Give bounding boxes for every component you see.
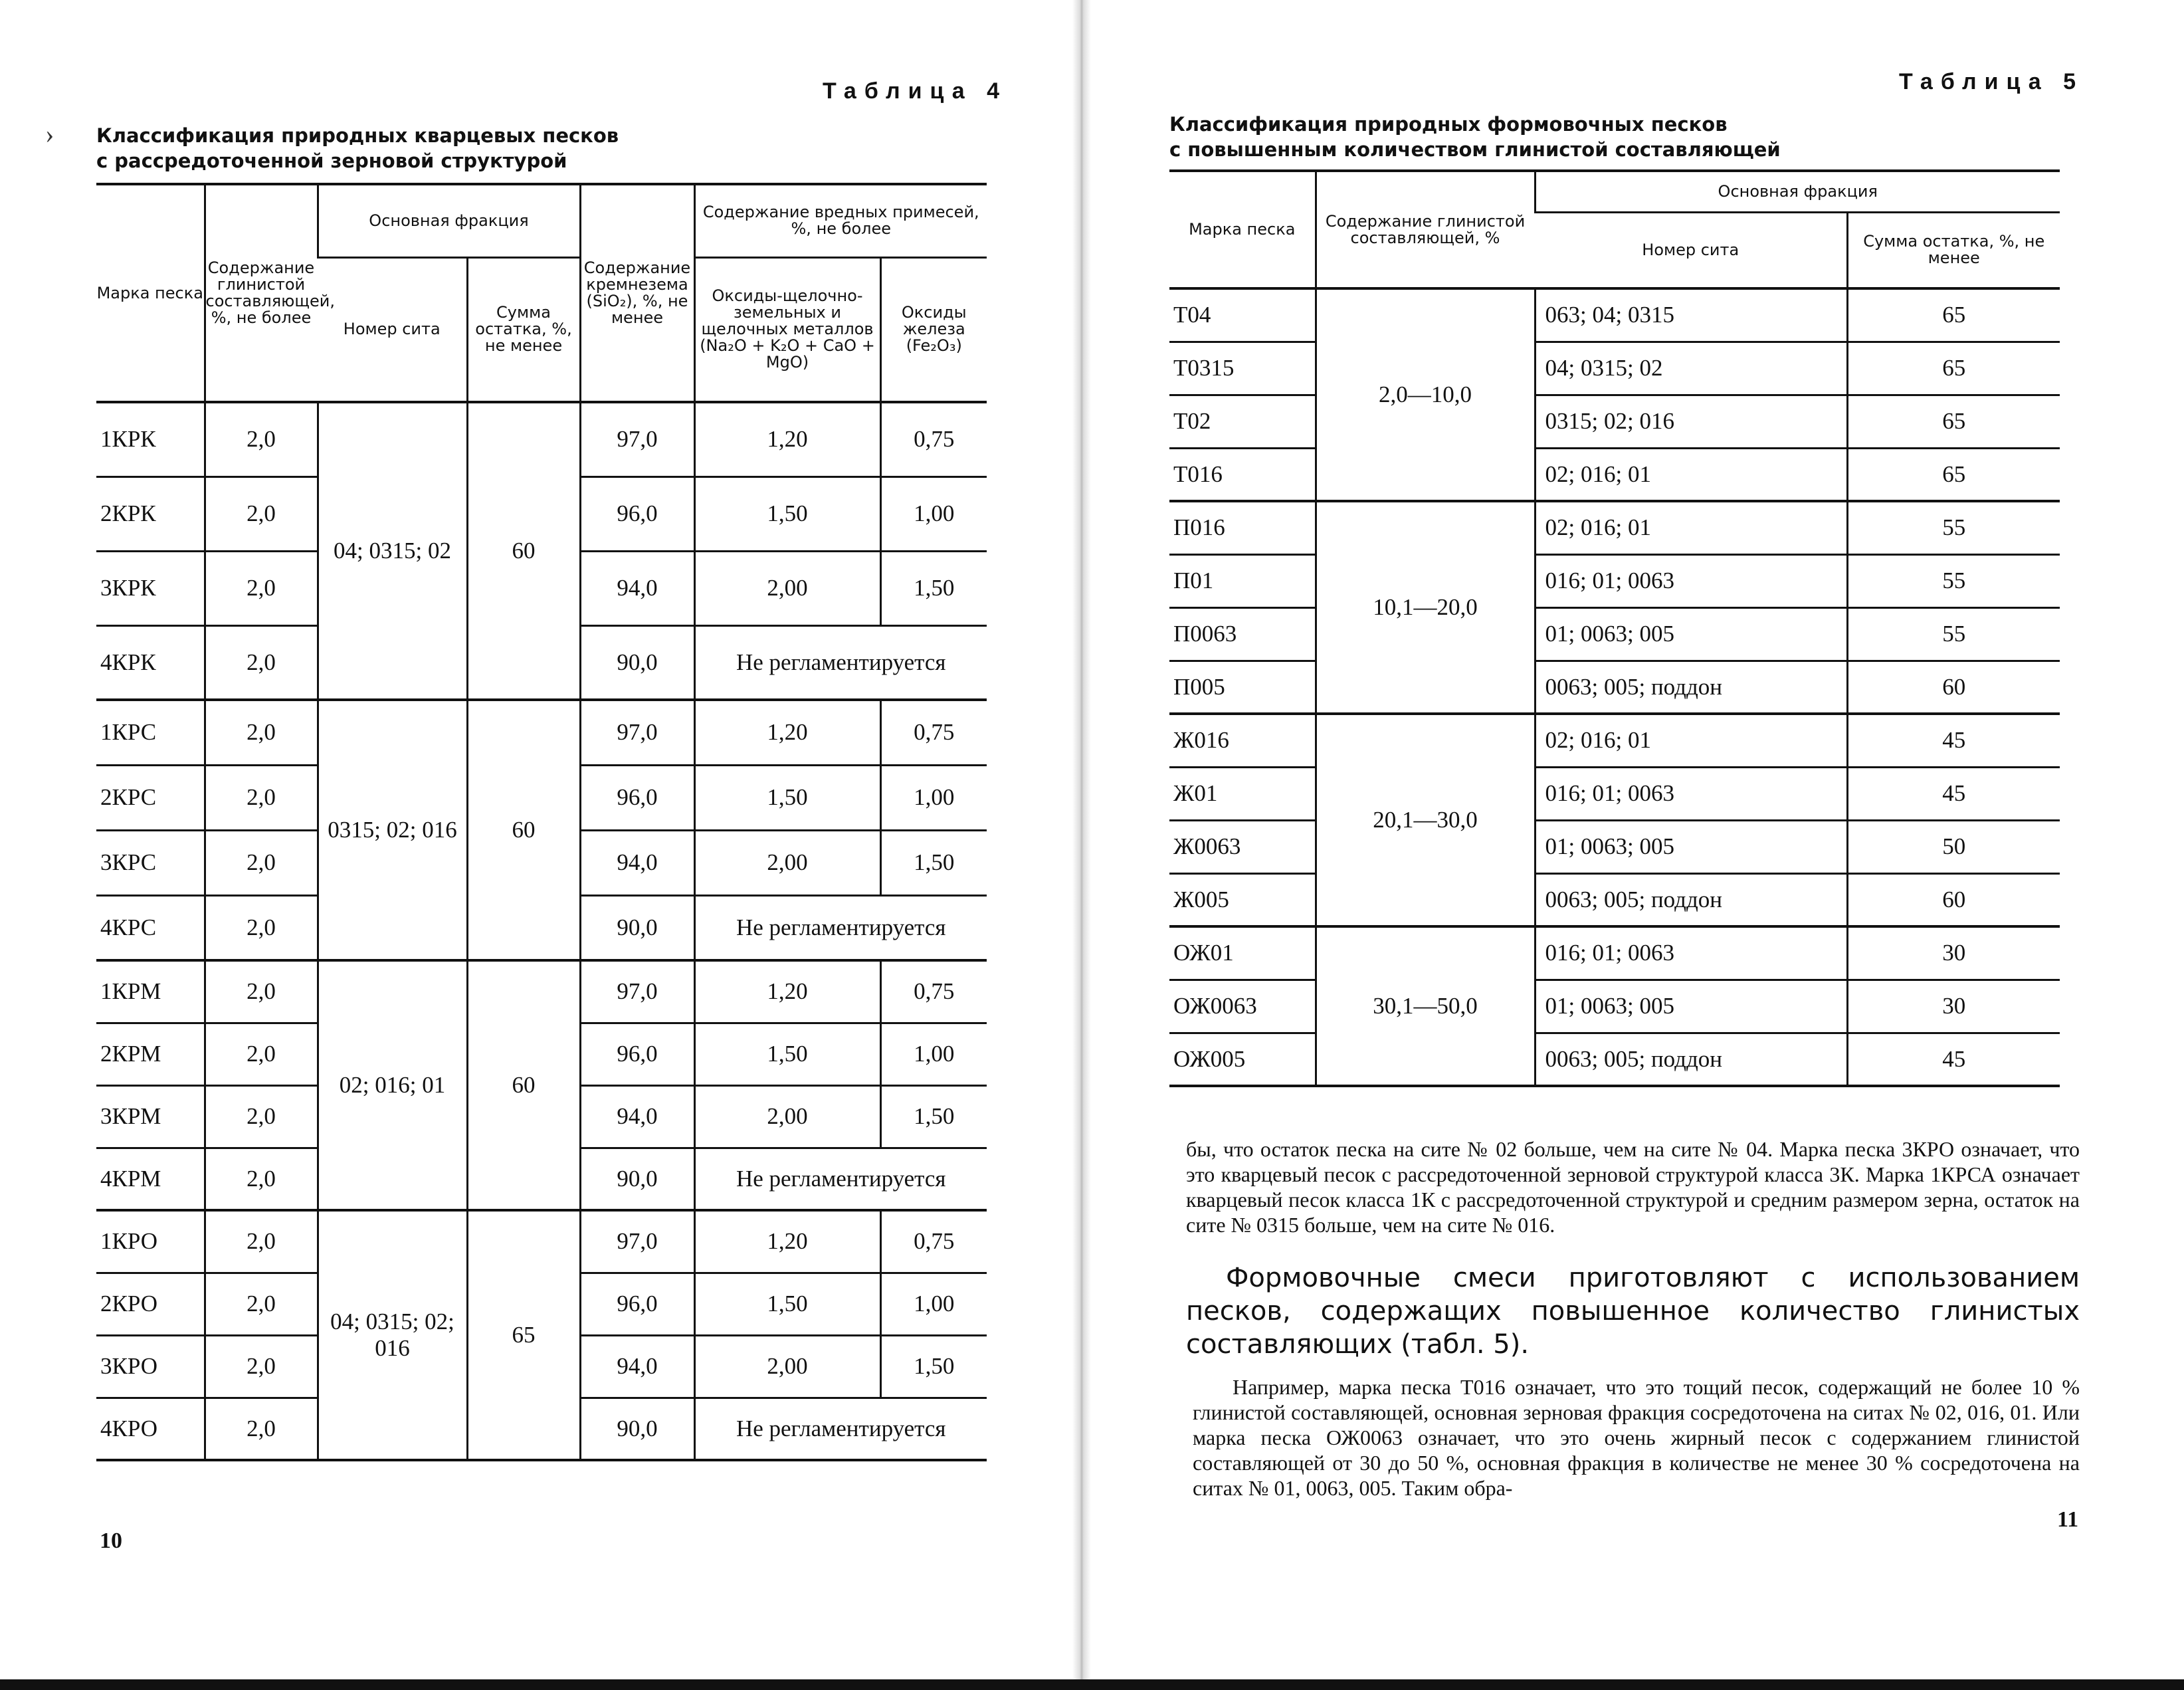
- cell-oxides: 1,50: [694, 1273, 880, 1335]
- page-number-left: 10: [100, 1529, 122, 1553]
- cell-sieve: 04; 0315; 02: [318, 402, 467, 700]
- cell-mark: 3КРК: [96, 551, 205, 625]
- cell-iron: 1,00: [880, 1023, 987, 1085]
- cell-mark: ОЖ005: [1169, 1033, 1316, 1086]
- cell-silica: 90,0: [580, 625, 694, 700]
- cell-silica: 97,0: [580, 402, 694, 476]
- header-main-fraction: Основная фракция: [318, 184, 580, 257]
- cell-silica: 90,0: [580, 1398, 694, 1460]
- table-row: [1169, 554, 2060, 607]
- table-row: [1169, 342, 2060, 395]
- cell-mark: 4КРС: [96, 895, 205, 960]
- cell-not-regulated: Не регламентируется: [694, 895, 987, 960]
- cell-sieve: 01; 0063; 005: [1535, 980, 1847, 1033]
- table-row: [1169, 288, 2060, 342]
- cell-iron: 1,50: [880, 1335, 987, 1398]
- table-row: [1169, 980, 2060, 1033]
- cell-mark: 2КРО: [96, 1273, 205, 1335]
- cell-sieve: 04; 0315; 02; 016: [318, 1210, 467, 1460]
- cell-sieve: 0063; 005; поддон: [1535, 661, 1847, 714]
- cell-residue: 45: [1847, 1033, 2060, 1086]
- cell-mark: Ж005: [1169, 873, 1316, 926]
- table-5-caption-line2: с повышенным количеством глинистой составляющей: [1169, 138, 1781, 161]
- cell-silica: 94,0: [580, 551, 694, 625]
- cell-mark: ОЖ01: [1169, 926, 1316, 980]
- header-silica: Содержание кремнезема (SiO₂), %, не менее: [580, 184, 694, 402]
- cell-mark: 1КРО: [96, 1210, 205, 1273]
- cell-clay: 2,0: [205, 402, 318, 476]
- cell-clay: 30,1—50,0: [1316, 926, 1535, 1086]
- cell-mark: Т02: [1169, 395, 1316, 448]
- cell-mark: 1КРМ: [96, 960, 205, 1023]
- cell-oxides: 1,50: [694, 765, 880, 830]
- cell-sieve: 016; 01; 0063: [1535, 554, 1847, 607]
- cell-sieve: 02; 016; 01: [1535, 448, 1847, 501]
- cell-oxides: 1,20: [694, 402, 880, 476]
- cell-clay: 20,1—30,0: [1316, 714, 1535, 926]
- table-row: [1169, 395, 2060, 448]
- cell-sieve: 016; 01; 0063: [1535, 926, 1847, 980]
- cell-residue: 30: [1847, 980, 2060, 1033]
- table-row: [96, 402, 987, 476]
- cell-mark: 3КРС: [96, 830, 205, 895]
- cell-sieve: 016; 01; 0063: [1535, 767, 1847, 820]
- cell-clay: 2,0: [205, 960, 318, 1023]
- cell-silica: 96,0: [580, 765, 694, 830]
- cell-clay: 2,0: [205, 830, 318, 895]
- table-row: [1169, 448, 2060, 501]
- header-sieve: Номер сита: [343, 320, 441, 339]
- t5-header-mark: Марка песка: [1189, 220, 1296, 239]
- table-row: [1169, 501, 2060, 554]
- cell-residue: 65: [1847, 288, 2060, 342]
- table-5-caption: [1169, 112, 1781, 162]
- table-row: [96, 1210, 987, 1273]
- page-number-right: 11: [2057, 1507, 2079, 1532]
- cell-silica: 96,0: [580, 476, 694, 551]
- cell-clay: 2,0: [205, 476, 318, 551]
- cell-oxides: 2,00: [694, 1085, 880, 1148]
- table-5-number: Таблица 5: [1899, 69, 2084, 94]
- cell-mark: 4КРМ: [96, 1148, 205, 1210]
- cell-not-regulated: Не регламентируется: [694, 1148, 987, 1210]
- cell-oxides: 1,20: [694, 1210, 880, 1273]
- cell-clay: 2,0: [205, 1398, 318, 1460]
- header-mark: Марка песка: [96, 283, 203, 302]
- cell-residue: 65: [1847, 395, 2060, 448]
- table-4-caption-line2: с рассредоточенной зерновой структурой: [96, 150, 567, 172]
- cell-silica: 90,0: [580, 895, 694, 960]
- cell-silica: 96,0: [580, 1273, 694, 1335]
- cell-iron: 1,50: [880, 1085, 987, 1148]
- cell-mark: 2КРС: [96, 765, 205, 830]
- cell-silica: 97,0: [580, 960, 694, 1023]
- cell-clay: 2,0: [205, 700, 318, 765]
- cell-residue: 55: [1847, 554, 2060, 607]
- cell-mark: 1КРК: [96, 402, 205, 476]
- cell-mark: П016: [1169, 501, 1316, 554]
- table-row: [96, 700, 987, 765]
- cell-residue: 60: [1847, 661, 2060, 714]
- cell-silica: 94,0: [580, 1085, 694, 1148]
- cell-clay: 2,0: [205, 1148, 318, 1210]
- table-4-number: Таблица 4: [823, 78, 1008, 104]
- paragraph-example: Например, марка песка Т016 означает, что это тощий песок, содержащий не более 10 % глинистой составляющей, основная зерновая фракция сосредоточена на ситах № 02, 016, 01. Или марка песка ОЖ0063 означает, что это очень жирный песок с содержанием глинистой составляющей от 30 до 50 %, основная фракция в количестве не менее 30 % сосредоточена на ситах № 01, 0063, 005. Таким обра-: [1193, 1375, 2080, 1500]
- cell-mark: П005: [1169, 661, 1316, 714]
- cell-silica: 90,0: [580, 1148, 694, 1210]
- cell-clay: 2,0: [205, 765, 318, 830]
- table-row: [1169, 820, 2060, 873]
- cell-residue: 30: [1847, 926, 2060, 980]
- cell-clay: 2,0: [205, 1023, 318, 1085]
- cell-mark: ОЖ0063: [1169, 980, 1316, 1033]
- cell-sieve: 02; 016; 01: [1535, 501, 1847, 554]
- table-4: [96, 183, 987, 1461]
- t5-header-sieve: Номер сита: [1642, 240, 1739, 259]
- cell-silica: 96,0: [580, 1023, 694, 1085]
- cell-mark: 3КРМ: [96, 1085, 205, 1148]
- cell-residue: 65: [1847, 342, 2060, 395]
- table-row: [1169, 767, 2060, 820]
- cell-sieve: 0063; 005; поддон: [1535, 873, 1847, 926]
- book-gutter: [1072, 0, 1091, 1690]
- table-4-caption: [96, 123, 619, 173]
- cell-residue: 50: [1847, 820, 2060, 873]
- t5-header-main-fraction: Основная фракция: [1535, 171, 2060, 212]
- cell-oxides: 1,20: [694, 960, 880, 1023]
- table-5: [1169, 169, 2060, 1087]
- cell-sieve: 0315; 02; 016: [318, 700, 467, 960]
- table-row: [1169, 607, 2060, 661]
- scan-edge: [0, 1679, 2184, 1690]
- cell-oxides: 1,50: [694, 476, 880, 551]
- table-row: [1169, 1033, 2060, 1086]
- cell-iron: 0,75: [880, 402, 987, 476]
- cell-silica: 97,0: [580, 700, 694, 765]
- cell-residue: 55: [1847, 607, 2060, 661]
- cell-clay: 2,0: [205, 1335, 318, 1398]
- cell-mark: Т016: [1169, 448, 1316, 501]
- cell-iron: 1,50: [880, 830, 987, 895]
- cell-mark: Ж016: [1169, 714, 1316, 767]
- t5-header-residue: Сумма остатка, %, не менее: [1847, 212, 2060, 288]
- cell-mark: Т04: [1169, 288, 1316, 342]
- cell-residue: 65: [467, 1210, 580, 1460]
- cell-mark: Ж01: [1169, 767, 1316, 820]
- cell-clay: 2,0: [205, 1085, 318, 1148]
- header-iron: Оксиды железа (Fe₂O₃): [880, 257, 987, 402]
- cell-sieve: 0063; 005; поддон: [1535, 1033, 1847, 1086]
- table-row: [1169, 873, 2060, 926]
- cell-mark: П0063: [1169, 607, 1316, 661]
- left-page: [0, 0, 1082, 1690]
- cell-residue: 60: [467, 402, 580, 700]
- cell-sieve: 02; 016; 01: [1535, 714, 1847, 767]
- table-5-caption-line1: Классификация природных формовочных песков: [1169, 113, 1728, 136]
- cell-mark: Т0315: [1169, 342, 1316, 395]
- table-row: [96, 960, 987, 1023]
- cell-not-regulated: Не регламентируется: [694, 625, 987, 700]
- cell-sieve: 04; 0315; 02: [1535, 342, 1847, 395]
- cell-mark: 4КРК: [96, 625, 205, 700]
- cell-clay: 10,1—20,0: [1316, 501, 1535, 714]
- table-row: [1169, 926, 2060, 980]
- header-clay: Содержание глинистой составляющей, %, не более: [205, 184, 318, 402]
- cell-iron: 0,75: [880, 1210, 987, 1273]
- table-4-caption-line1: Классификация природных кварцевых песков: [96, 124, 619, 147]
- cell-oxides: 2,00: [694, 551, 880, 625]
- cell-mark: П01: [1169, 554, 1316, 607]
- cell-mark: 3КРО: [96, 1335, 205, 1398]
- cell-iron: 0,75: [880, 700, 987, 765]
- cell-oxides: 2,00: [694, 830, 880, 895]
- cell-clay: 2,0: [205, 1210, 318, 1273]
- header-impurities: Содержание вредных примесей, %, не более: [694, 184, 987, 257]
- cell-residue: 65: [1847, 448, 2060, 501]
- cell-residue: 45: [1847, 714, 2060, 767]
- cell-residue: 45: [1847, 767, 2060, 820]
- cell-clay: 2,0: [205, 895, 318, 960]
- cell-sieve: 0315; 02; 016: [1535, 395, 1847, 448]
- cell-iron: 1,00: [880, 1273, 987, 1335]
- cell-mark: 2КРМ: [96, 1023, 205, 1085]
- cell-residue: 60: [1847, 873, 2060, 926]
- cell-clay: 2,0—10,0: [1316, 288, 1535, 501]
- cell-sieve: 01; 0063; 005: [1535, 820, 1847, 873]
- cell-not-regulated: Не регламентируется: [694, 1398, 987, 1460]
- paragraph-continuation: бы, что остаток песка на сите № 02 больше, чем на сите № 04. Марка песка 3КРО означает, что это кварцевый песок с рассредоточенной зерновой структурой класса 3К. Марка 1КРСА означает кварцевый песок класса 1К с рассредоточенной структурой и средним размером зерна, остаток на сите № 0315 больше, чем на сите № 016.: [1186, 1137, 2080, 1237]
- cell-sieve: 02; 016; 01: [318, 960, 467, 1210]
- table-row: [1169, 661, 2060, 714]
- cell-clay: 2,0: [205, 551, 318, 625]
- cell-mark: 4КРО: [96, 1398, 205, 1460]
- cell-mark: 1КРС: [96, 700, 205, 765]
- cell-oxides: 2,00: [694, 1335, 880, 1398]
- cell-sieve: 01; 0063; 005: [1535, 607, 1847, 661]
- cell-silica: 94,0: [580, 1335, 694, 1398]
- cell-sieve: 063; 04; 0315: [1535, 288, 1847, 342]
- cell-oxides: 1,50: [694, 1023, 880, 1085]
- paragraph-molding-mixtures: Формовочные смеси приготовляют с использованием песков, содержащих повышенное количество глинистых составляющих (табл. 5).: [1186, 1263, 2080, 1360]
- cell-clay: 2,0: [205, 1273, 318, 1335]
- cell-silica: 97,0: [580, 1210, 694, 1273]
- cell-mark: Ж0063: [1169, 820, 1316, 873]
- cell-iron: 1,00: [880, 765, 987, 830]
- cell-mark: 2КРК: [96, 476, 205, 551]
- header-residue: Сумма остатка, %, не менее: [467, 257, 580, 402]
- t5-header-clay: Содержание глинистой составляющей, %: [1316, 171, 1535, 288]
- header-oxides: Оксиды-щелочно-земельных и щелочных металлов (Na₂O + K₂O + CaO + MgO): [694, 257, 880, 402]
- cell-iron: 0,75: [880, 960, 987, 1023]
- cell-silica: 94,0: [580, 830, 694, 895]
- margin-mark: ›: [45, 119, 54, 149]
- cell-iron: 1,50: [880, 551, 987, 625]
- cell-residue: 60: [467, 700, 580, 960]
- table-row: [1169, 714, 2060, 767]
- cell-oxides: 1,20: [694, 700, 880, 765]
- cell-residue: 60: [467, 960, 580, 1210]
- cell-clay: 2,0: [205, 625, 318, 700]
- cell-residue: 55: [1847, 501, 2060, 554]
- cell-iron: 1,00: [880, 476, 987, 551]
